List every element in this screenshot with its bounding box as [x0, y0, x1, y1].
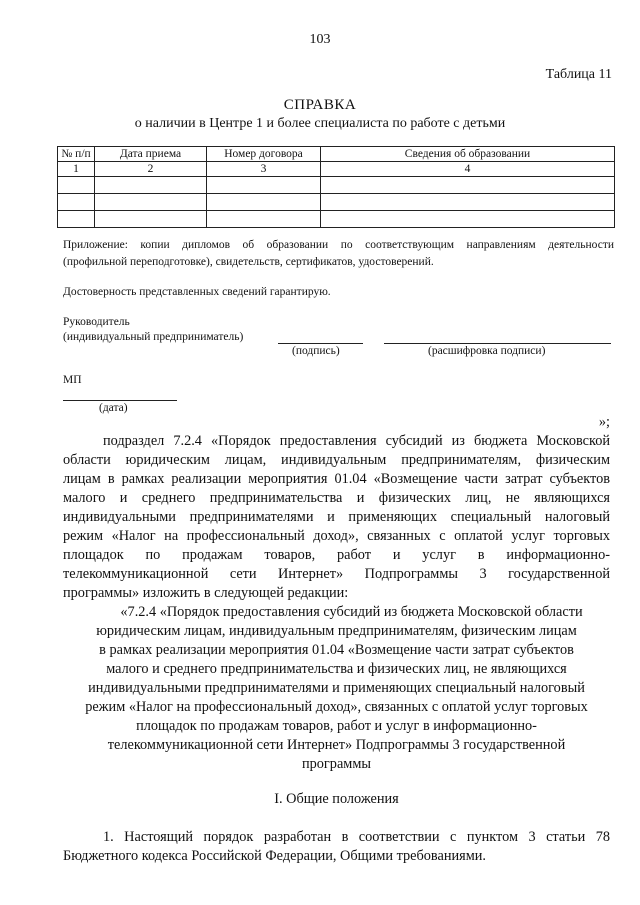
table-cell: 1 [58, 162, 95, 177]
paragraph-line: малого и среднего предпринимательства и физических лиц, не являющихся [63, 490, 610, 506]
paragraph-line: программы» изложить в следующей редакции: [63, 585, 349, 601]
date-caption: (дата) [99, 402, 128, 414]
table-cell [95, 211, 207, 228]
paragraph-line: индивидуальными предпринимателями и применяющих специальный налоговый [63, 509, 610, 525]
quote-line: юридическим лицам, индивидуальным предпринимателям, физическим лицам [96, 623, 577, 639]
quote-line: площадок по продажам товаров, работ и услуг в информационно- [136, 718, 537, 734]
head-label: Руководитель [63, 316, 130, 328]
signature-line [278, 343, 363, 344]
clause-line: 1. Настоящий порядок разработан в соответствии с пунктом 3 статьи 78 [103, 829, 610, 845]
stamp-mark: МП [63, 374, 82, 386]
paragraph-line: подраздел 7.2.4 «Порядок предоставления субсидий из бюджета Московской [103, 433, 610, 449]
header-education: Сведения об образовании [321, 147, 615, 162]
quote-line: программы [301, 756, 371, 772]
closing-quote: »; [598, 414, 610, 430]
table-row [58, 211, 615, 228]
table-row [58, 177, 615, 194]
form-subtitle: о наличии в Центре 1 и более специалиста по работе с детьми [134, 116, 506, 131]
reliability-statement: Достоверность представленных сведений гарантирую. [63, 286, 331, 298]
table-cell [207, 194, 321, 211]
form-title: СПРАВКА [283, 97, 357, 113]
section-heading: I. Общие положения [274, 791, 399, 807]
quote-line: индивидуальными предпринимателями и применяющих специальный налоговый [88, 680, 585, 696]
table-cell [207, 211, 321, 228]
table-cell [58, 177, 95, 194]
paragraph-line: площадок по продажам товаров, работ и услуг в информационно- [63, 547, 610, 563]
quote-line: в рамках реализации мероприятия 01.04 «Возмещение части затрат субъектов [99, 642, 574, 658]
table-cell: 4 [321, 162, 615, 177]
table-cell: 2 [95, 162, 207, 177]
quote-line: режим «Налог на профессиональный доход», связанных с оплатой услуг торговых [85, 699, 588, 715]
specialists-table [57, 146, 615, 228]
quote-line: телекоммуникационной сети Интернет» Подпрограммы 3 государственной [107, 737, 566, 753]
table-cell [58, 211, 95, 228]
clause-line: Бюджетного кодекса Российской Федерации, Общими требованиями. [63, 848, 486, 864]
table-cell [321, 194, 615, 211]
table-cell [321, 177, 615, 194]
date-line [63, 400, 177, 401]
decode-caption: (расшифровка подписи) [428, 345, 546, 357]
entrepreneur-label: (индивидуальный предприниматель) [63, 331, 244, 343]
table-header-row [58, 147, 615, 162]
quote-line: «7.2.4 «Порядок предоставления субсидий из бюджета Московской области [120, 604, 583, 620]
paragraph-line: лицам в рамках реализации мероприятия 01.04 «Возмещение части затрат субъектов [63, 471, 610, 487]
appendix-line: Приложение: копии дипломов об образовании по соответствующим направлениям деятельности [63, 239, 614, 251]
header-contract-number: Номер договора [207, 147, 321, 162]
header-number: № п/п [58, 147, 95, 162]
table-numbering-row [58, 162, 615, 177]
decode-line [384, 343, 611, 344]
quote-line: малого и среднего предпринимательства и физических лиц, не являющихся [106, 661, 567, 677]
signature-caption: (подпись) [292, 345, 340, 357]
header-hire-date: Дата приема [95, 147, 207, 162]
table-cell [58, 194, 95, 211]
table-cell [207, 177, 321, 194]
table-cell [321, 211, 615, 228]
table-row [58, 194, 615, 211]
paragraph-line: области юридическим лицам, индивидуальным предпринимателям, физическим [63, 452, 610, 468]
table-label: Таблица 11 [545, 67, 612, 82]
table-cell: 3 [207, 162, 321, 177]
appendix-line: (профильной переподготовке), свидетельств, сертификатов, удостоверений. [63, 256, 434, 268]
page-number: 103 [309, 32, 331, 47]
paragraph-line: телекоммуникационной сети Интернет» Подпрограммы 3 государственной [63, 566, 610, 582]
table-cell [95, 177, 207, 194]
paragraph-line: режим «Налог на профессиональный доход», связанных с оплатой услуг торговых [63, 528, 610, 544]
table-cell [95, 194, 207, 211]
